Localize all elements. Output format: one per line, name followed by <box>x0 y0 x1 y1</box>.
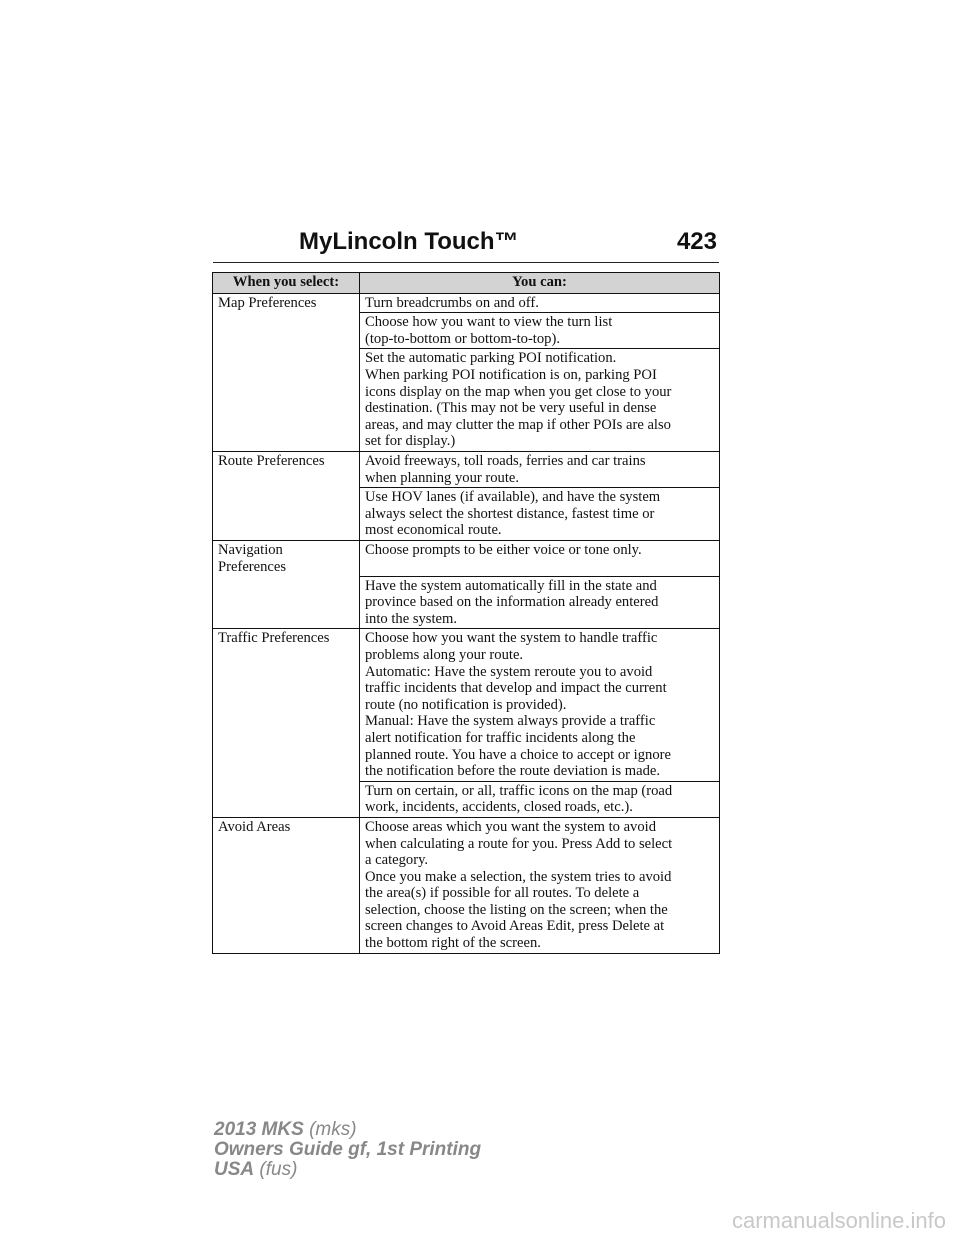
row-description: Set the automatic parking POI notification. When parking POI notification is on, parking POI icons display on the map when you get close to your destination. (This may not be very useful in dense areas, and may clutter the map if other POIs are also set for display.) <box>360 349 720 452</box>
table-row <box>213 629 720 781</box>
row-category: Navigation Preferences <box>213 540 360 576</box>
row-category <box>213 349 360 452</box>
row-description: Avoid freeways, toll roads, ferries and car trains when planning your route. <box>360 451 720 487</box>
table-row <box>213 313 720 349</box>
row-category <box>213 576 360 629</box>
row-category: Map Preferences <box>213 293 360 313</box>
footer-model: 2013 MKS <box>214 1119 304 1140</box>
footer-market: USA <box>214 1159 255 1180</box>
table-header-row <box>213 273 720 294</box>
footer-printing: Owners Guide gf, 1st Printing <box>214 1139 482 1160</box>
footer-model-code: (mks) <box>309 1119 357 1140</box>
row-description: Turn breadcrumbs on and off. <box>360 293 720 313</box>
row-description: Choose areas which you want the system to avoid when calculating a route for you. Press Add to select a category. Once you make a selection, the system tries to avoid the area(s) if possible for all routes. To delete a selection, choose the listing on the screen; when the screen changes to Avoid Areas Edit, press Delete at the bottom right of the screen. <box>360 817 720 953</box>
table-row <box>213 540 720 576</box>
print-footer <box>214 1120 481 1180</box>
column-header-when-you-select: When you select: <box>213 273 360 294</box>
row-description: Turn on certain, or all, traffic icons on the map (road work, incidents, accidents, closed roads, etc.). <box>360 781 720 817</box>
row-description: Choose how you want the system to handle traffic problems along your route. Automatic: Have the system reroute you to avoid traffic incidents that develop and impact the current route (no notification is provided). Manual: Have the system always provide a traffic alert notification for traffic incidents along the planned route. You have a choice to accept or ignore the notification before the route deviation is made. <box>360 629 720 781</box>
row-category: Route Preferences <box>213 451 360 487</box>
table-row <box>213 576 720 629</box>
row-description: Choose prompts to be either voice or tone only. <box>360 540 720 576</box>
row-category: Traffic Preferences <box>213 629 360 781</box>
column-header-you-can: You can: <box>360 273 720 294</box>
row-category <box>213 313 360 349</box>
table-row <box>213 817 720 953</box>
preferences-table <box>212 272 720 954</box>
row-category: Avoid Areas <box>213 817 360 953</box>
footer-line-model <box>214 1120 481 1140</box>
page-title: MyLincoln Touch™ <box>299 228 519 255</box>
table-row <box>213 451 720 487</box>
page-header <box>213 226 719 263</box>
table-row <box>213 488 720 541</box>
page-number: 423 <box>676 228 717 255</box>
row-description: Use HOV lanes (if available), and have the system always select the shortest distance, fastest time or most economical route. <box>360 488 720 541</box>
row-category <box>213 781 360 817</box>
table-row <box>213 349 720 452</box>
table-row <box>213 781 720 817</box>
table-row <box>213 293 720 313</box>
watermark: carmanualsonline.info <box>731 1208 946 1233</box>
row-category <box>213 488 360 541</box>
footer-market-code: (fus) <box>259 1159 298 1180</box>
row-description: Choose how you want to view the turn list (top-to-bottom or bottom-to-top). <box>360 313 720 349</box>
row-description: Have the system automatically fill in the state and province based on the information already entered into the system. <box>360 576 720 629</box>
footer-line-market <box>214 1160 481 1180</box>
